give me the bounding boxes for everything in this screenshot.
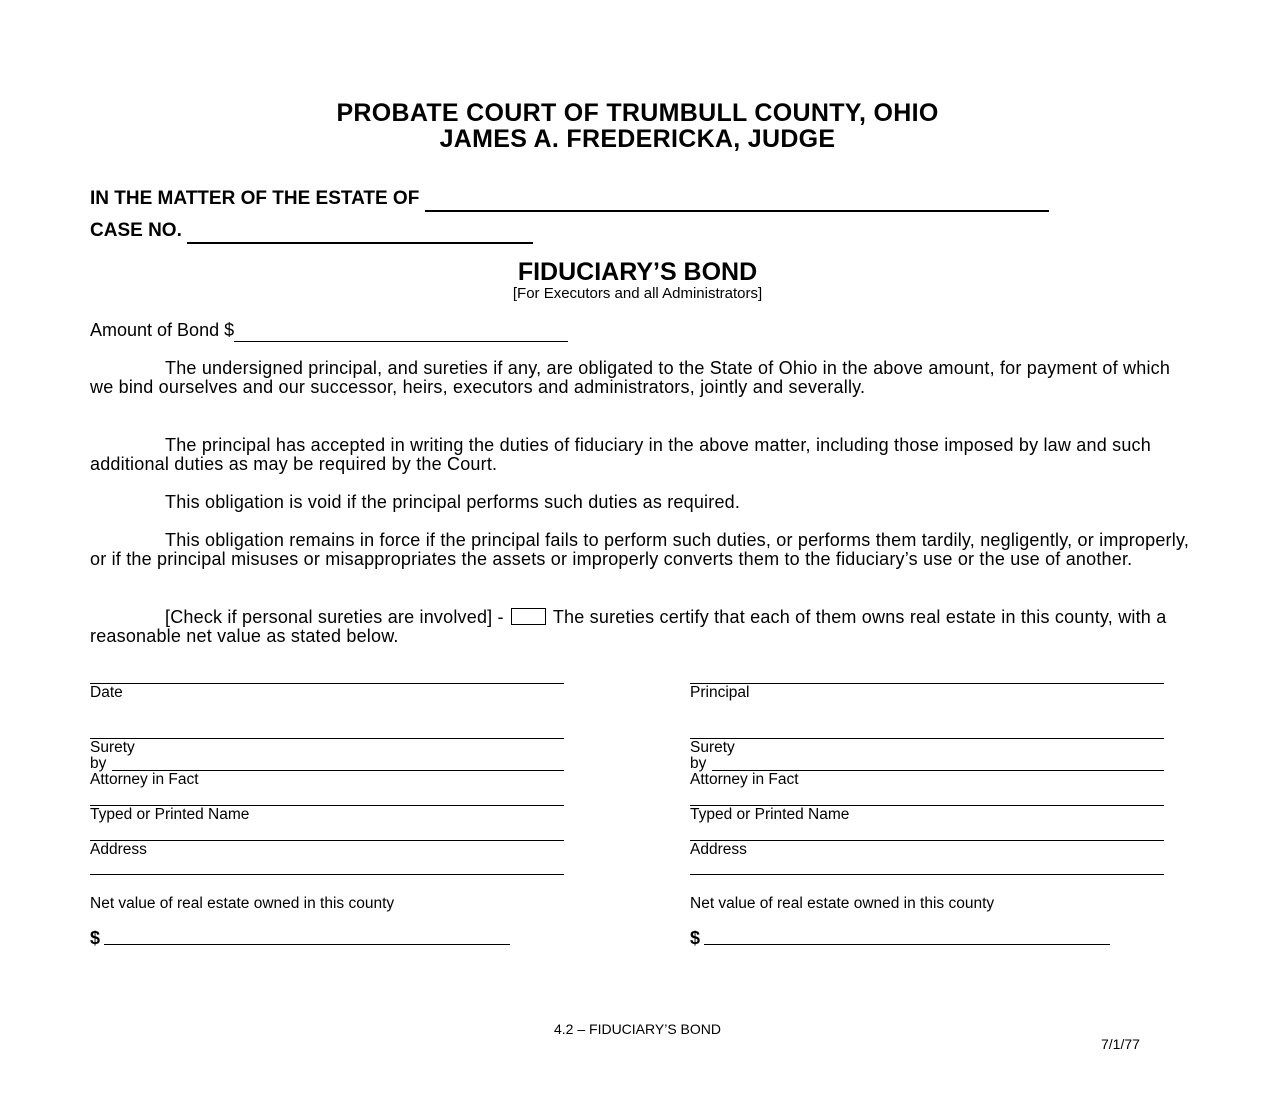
paragraph-void-text: This obligation is void if the principal performs such duties as required. [165, 492, 741, 512]
sureties-certify-text: The sureties certify that each of them owns real estate in this county, with a reasonable net value as stated below. [90, 607, 1167, 647]
revision-date: 7/1/77 [1101, 1036, 1140, 1052]
right-net-value-label: Net value of real estate owned in this county [690, 895, 995, 912]
date-signature-line[interactable] [90, 683, 564, 684]
left-dollar-sign: $ [90, 928, 101, 948]
form-subtitle: [For Executors and all Administrators] [512, 285, 763, 302]
paragraph-sureties [90, 608, 1190, 647]
date-label: Date [90, 684, 123, 701]
right-address-line-2[interactable] [690, 874, 1164, 875]
amount-field[interactable] [234, 320, 568, 342]
right-by-label: by [690, 755, 707, 772]
amount-label: Amount of Bond $ [90, 320, 235, 340]
left-typed-name-label: Typed or Printed Name [90, 806, 250, 823]
estate-label: IN THE MATTER OF THE ESTATE OF [90, 188, 420, 209]
estate-name-field[interactable] [425, 188, 1049, 212]
principal-signature-line[interactable] [690, 683, 1164, 684]
left-surety-signature-line[interactable] [90, 738, 564, 739]
right-address-label: Address [690, 841, 747, 858]
right-net-value-field[interactable] [704, 944, 1110, 945]
left-address-line-2[interactable] [90, 874, 564, 875]
paragraph-in-force-text: This obligation remains in force if the principal fails to perform such duties, or performs them tardily, negligently, or improperly, or if the principal misuses or misappropriates the assets or improperly converts them to the fiduciary’s use or the use of another. [90, 530, 1190, 570]
right-dollar-sign: $ [690, 928, 701, 948]
case-number-field[interactable] [187, 220, 533, 244]
left-attorney-label: Attorney in Fact [90, 771, 199, 788]
right-surety-label: Surety [690, 739, 735, 756]
court-name: PROBATE COURT OF TRUMBULL COUNTY, OHIO [336, 99, 939, 127]
left-net-value-field[interactable] [104, 944, 510, 945]
left-address-label: Address [90, 841, 147, 858]
paragraph-in-force [90, 531, 1190, 570]
form-id-footer: 4.2 – FIDUCIARY’S BOND [553, 1021, 721, 1037]
left-address-line[interactable] [90, 840, 564, 841]
left-by-label: by [90, 755, 107, 772]
right-typed-name-label: Typed or Printed Name [690, 806, 850, 823]
left-net-value-label: Net value of real estate owned in this county [90, 895, 395, 912]
judge-name: JAMES A. FREDERICKA, JUDGE [439, 125, 836, 153]
right-attorney-label: Attorney in Fact [690, 771, 799, 788]
paragraph-obligation-text: The undersigned principal, and sureties if any, are obligated to the State of Ohio in the above amount, for payment of which we bind ourselves and our successor, heirs, executors and administrators, jointly and severally. [90, 358, 1171, 398]
principal-label: Principal [690, 684, 750, 701]
left-surety-label: Surety [90, 739, 135, 756]
amount-line [90, 320, 568, 342]
paragraph-duties [90, 436, 1190, 475]
right-surety-signature-line[interactable] [690, 738, 1164, 739]
right-address-line[interactable] [690, 840, 1164, 841]
paragraph-duties-text: The principal has accepted in writing the duties of fiduciary in the above matter, including those imposed by law and such additional duties as may be required by the Court. [90, 435, 1151, 475]
case-line [90, 220, 533, 244]
sureties-checkbox[interactable] [511, 608, 546, 625]
estate-line [90, 188, 1049, 212]
paragraph-void [90, 493, 1190, 512]
form-title: FIDUCIARY’S BOND [517, 258, 758, 286]
paragraph-obligation [90, 359, 1190, 398]
sureties-check-label: [Check if personal sureties are involved] - [165, 607, 504, 627]
case-label: CASE NO. [90, 220, 182, 241]
